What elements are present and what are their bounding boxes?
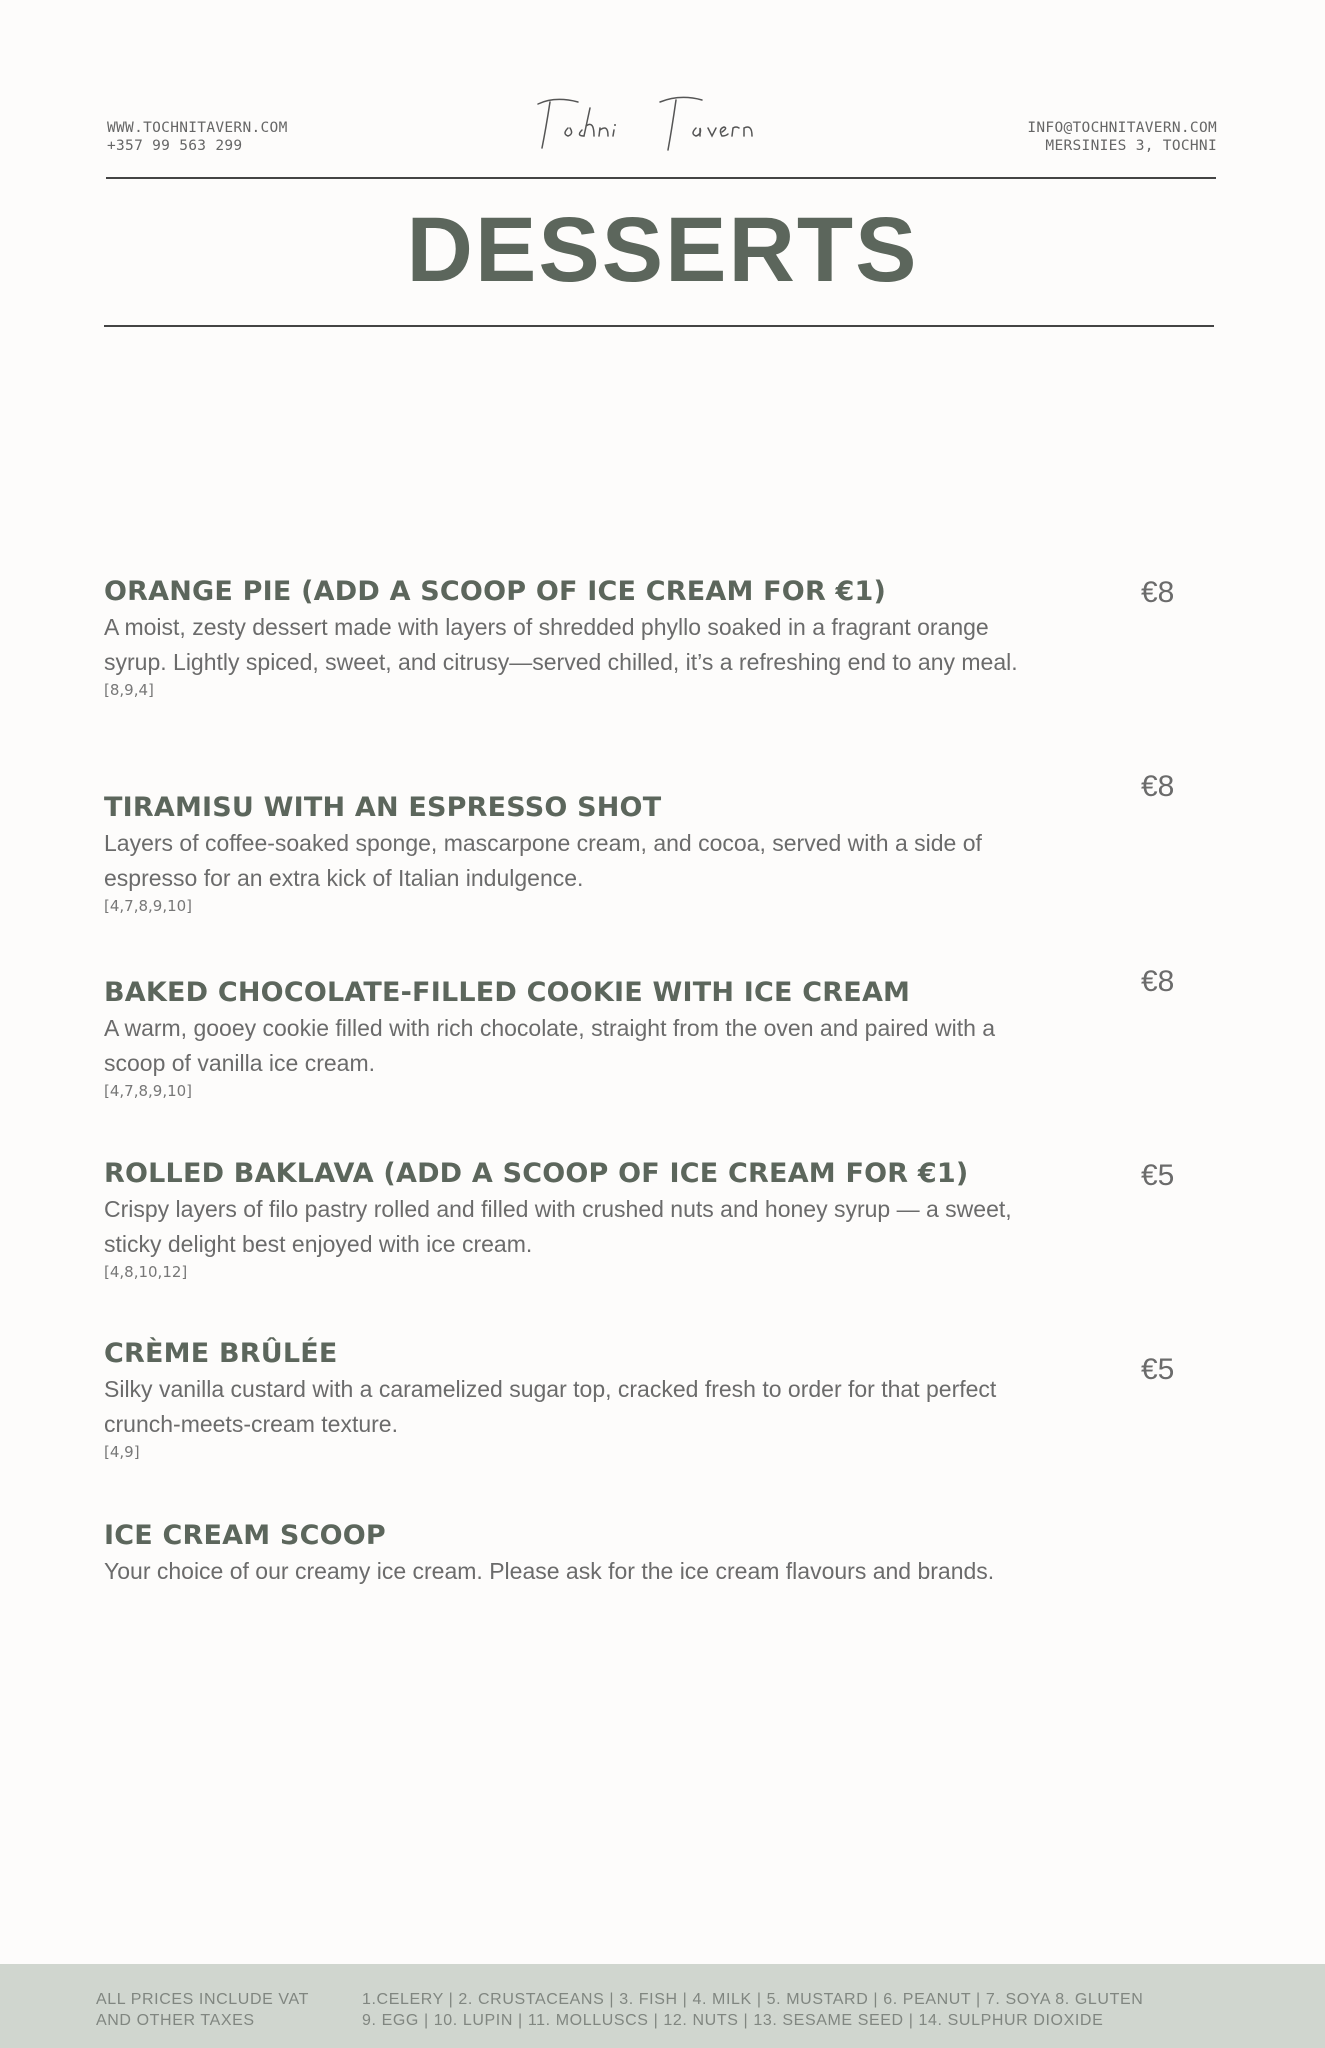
item-title: BAKED CHOCOLATE-FILLED COOKIE WITH ICE CREAM	[104, 977, 911, 1008]
contact-right	[1027, 119, 1217, 155]
divider-bottom	[104, 325, 1214, 327]
item-title: ORANGE PIE (ADD A SCOOP OF ICE CREAM FOR €1)	[104, 576, 887, 607]
item-title: TIRAMISU WITH AN ESPRESSO SHOT	[104, 792, 662, 823]
vat-note	[96, 1989, 309, 2031]
menu-item	[104, 574, 1024, 700]
item-allergens: [4,9]	[104, 1443, 140, 1461]
divider-top	[106, 177, 1216, 179]
item-title: ROLLED BAKLAVA (ADD A SCOOP OF ICE CREAM FOR €1)	[104, 1158, 969, 1189]
vat-line-1: ALL PRICES INCLUDE VAT	[96, 1991, 309, 2008]
item-title: CRÈME BRÛLÉE	[104, 1338, 338, 1369]
item-price: €8	[1141, 965, 1175, 998]
menu-item	[104, 975, 1024, 1101]
vat-line-2: AND OTHER TAXES	[96, 2012, 255, 2029]
email-text: INFO@TOCHNITAVERN.COM	[1027, 120, 1217, 136]
item-price: €5	[1141, 1353, 1175, 1386]
item-allergens: [4,8,10,12]	[104, 1263, 188, 1281]
allergen-legend-line-2: 9. EGG | 10. LUPIN | 11. MOLLUSCS | 12. NUTS | 13. SESAME SEED | 14. SULPHUR DIOXIDE	[362, 2012, 1104, 2029]
footer	[0, 1964, 1325, 2048]
logo	[520, 88, 800, 158]
item-title: ICE CREAM SCOOP	[104, 1520, 386, 1551]
item-description: Crispy layers of filo pastry rolled and filled with crushed nuts and honey syrup — a sweet, sticky delight best enjoyed with ice cream.	[104, 1196, 1012, 1257]
item-price: €5	[1141, 1159, 1175, 1192]
menu-item	[104, 790, 1024, 916]
allergen-legend	[362, 1989, 1143, 2031]
item-price: €8	[1141, 770, 1175, 803]
website-text: WWW.TOCHNITAVERN.COM	[107, 120, 288, 136]
item-description: A moist, zesty dessert made with layers of shredded phyllo soaked in a fragrant orange syrup. Lightly spiced, sweet, and citrusy—served chilled, it’s a refreshing end to any meal.	[104, 614, 1018, 675]
allergen-legend-line-1: 1.CELERY | 2. CRUSTACEANS | 3. FISH | 4. MILK | 5. MUSTARD | 6. PEANUT | 7. SOYA 8. GLUTEN	[362, 1991, 1144, 2008]
menu-item	[104, 1156, 1024, 1282]
page-title: DESSERTS	[406, 199, 919, 301]
address-text: MERSINIES 3, TOCHNI	[1045, 138, 1217, 154]
item-description: A warm, gooey cookie filled with rich chocolate, straight from the oven and paired with a scoop of vanilla ice cream.	[104, 1015, 996, 1076]
item-allergens: [4,7,8,9,10]	[104, 1082, 193, 1100]
phone-text: +357 99 563 299	[107, 138, 243, 154]
item-description: Layers of coffee-soaked sponge, mascarpone cream, and cocoa, served with a side of espresso for an extra kick of Italian indulgence.	[104, 830, 982, 891]
item-allergens: [8,9,4]	[104, 681, 154, 699]
menu-item	[104, 1518, 1024, 1589]
item-price: €8	[1141, 576, 1175, 609]
contact-left	[107, 119, 288, 155]
item-allergens: [4,7,8,9,10]	[104, 897, 193, 915]
item-description: Silky vanilla custard with a caramelized sugar top, cracked fresh to order for that perfect crunch-meets-cream texture.	[104, 1376, 997, 1437]
item-description: Your choice of our creamy ice cream. Please ask for the ice cream flavours and brands.	[104, 1558, 995, 1584]
menu-item	[104, 1336, 1024, 1462]
